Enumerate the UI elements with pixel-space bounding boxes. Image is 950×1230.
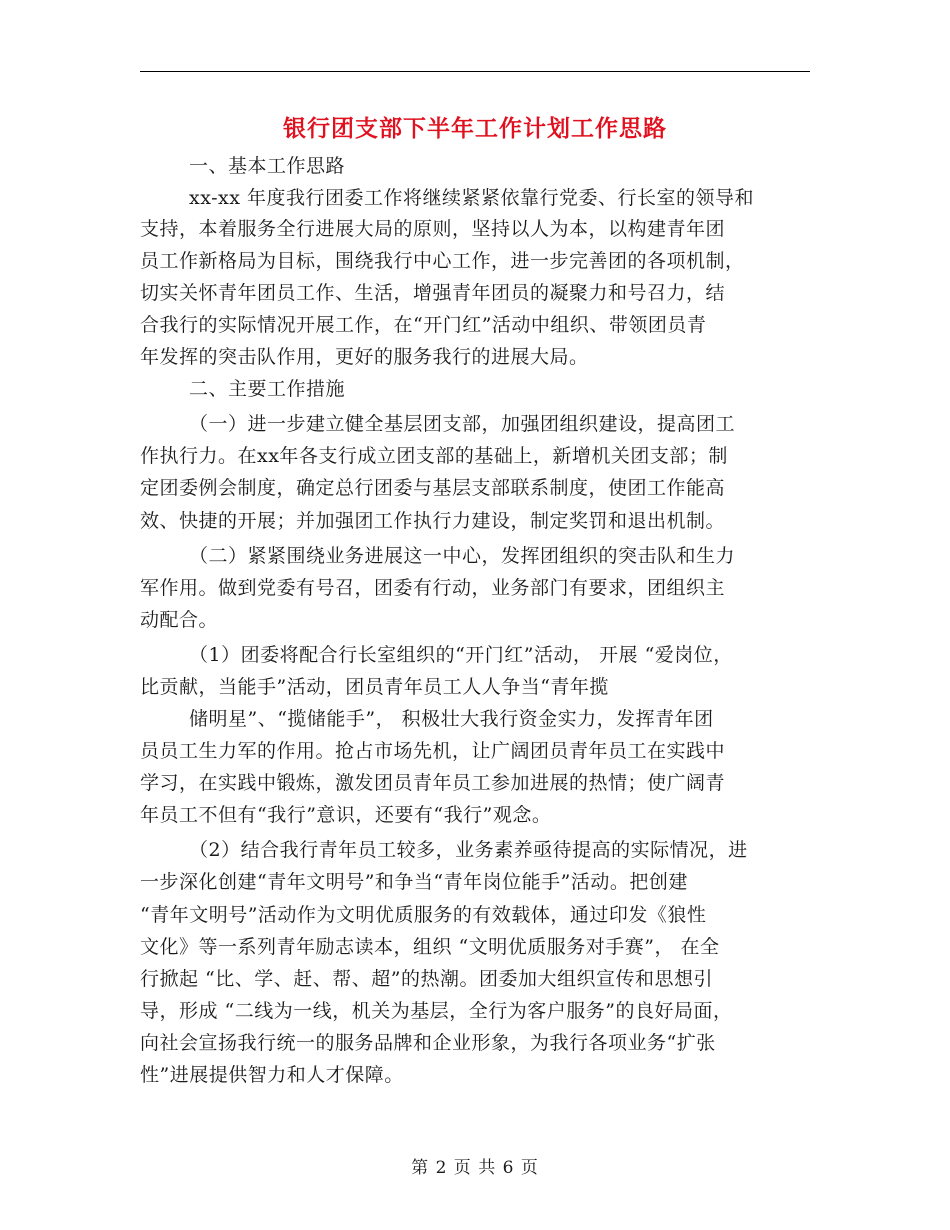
body-line: 员员工生力军的作用。抢占市场先机，让广阔团员青年员工在实践中 xyxy=(140,740,726,762)
body-line: （一）进一步建立健全基层团支部，加强团组织建设，提高团工 xyxy=(189,413,736,435)
body-line: 合我行的实际情况开展工作，在“开门红”活动中组织、带领团员青 xyxy=(140,314,707,336)
page-footer: 第 2 页 共 6 页 xyxy=(411,1158,539,1178)
body-line: 切实关怀青年团员工作、生活，增强青年团员的凝聚力和号召力，结 xyxy=(140,282,726,304)
body-line: 性”进展提供智力和人才保障。 xyxy=(140,1064,404,1086)
body-line: 年发挥的突击队作用，更好的服务我行的进展大局。 xyxy=(140,346,589,368)
body-line: 导，形成 “二线为一线，机关为基层，全行为客户服务”的良好局面， xyxy=(140,1000,733,1022)
body-line: 员工作新格局为目标，围绕我行中心工作，进一步完善团的各项机制， xyxy=(140,250,745,272)
body-line: 年员工不但有“我行”意识，还要有“我行”观念。 xyxy=(140,804,552,826)
document-title: 银行团支部下半年工作计划工作思路 xyxy=(283,115,667,142)
body-line: 动配合。 xyxy=(140,609,219,631)
body-line: 支持，本着服务全行进展大局的原则，坚持以人为本，以构建青年团 xyxy=(140,218,726,240)
body-line: （1）团委将配合行长室组织的“开门红”活动， 开展 “爱岗位， xyxy=(189,644,733,666)
body-line: 一步深化创建“青年文明号”和争当“青年岗位能手”活动。把创建 xyxy=(140,871,688,893)
body-line: 军作用。做到党委有号召，团委有行动，业务部门有要求，团组织主 xyxy=(140,577,726,599)
body-line: 储明星”、“揽储能手”， 积极壮大我行资金实力，发挥青年团 xyxy=(189,708,714,730)
body-line: 效、快捷的开展；并加强团工作执行力建设，制定奖罚和退出机制。 xyxy=(140,510,726,532)
body-line: 比贡献，当能手”活动，团员青年员工人人争当“青年揽 xyxy=(140,676,609,698)
body-line: 作执行力。在xx年各支行成立团支部的基础上，新增机关团支部；制 xyxy=(140,445,728,467)
section-heading-1: 一、基本工作思路 xyxy=(189,155,346,177)
body-line: xx-xx 年度我行团委工作将继续紧紧依靠行党委、行长室的领导和 xyxy=(189,187,754,209)
body-line: （2）结合我行青年员工较多，业务素养亟待提高的实际情况，进 xyxy=(189,839,748,861)
body-line: （二）紧紧围绕业务进展这一中心，发挥团组织的突击队和生力 xyxy=(189,545,736,567)
body-line: 向社会宣扬我行统一的服务品牌和企业形象，为我行各项业务“扩张 xyxy=(140,1032,716,1054)
body-line: 定团委例会制度，确定总行团委与基层支部联系制度，使团工作能高 xyxy=(140,477,726,499)
body-line: “青年文明号”活动作为文明优质服务的有效载体，通过印发《狼性 xyxy=(140,904,707,926)
body-line: 行掀起 “比、学、赶、帮、超”的热潮。团委加大组织宣传和思想引 xyxy=(140,968,713,990)
header-rule xyxy=(140,71,810,72)
body-line: 文化》等一系列青年励志读本，组织 “文明优质服务对手赛”， 在全 xyxy=(140,936,720,958)
section-heading-2: 二、主要工作措施 xyxy=(189,378,346,400)
body-line: 学习，在实践中锻炼，激发团员青年员工参加进展的热情；使广阔青 xyxy=(140,772,726,794)
